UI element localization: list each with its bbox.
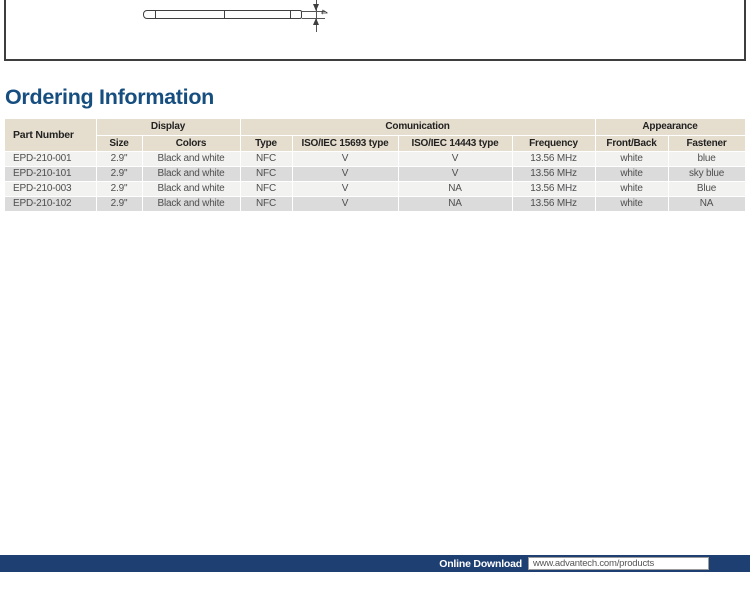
column-header-fastener: Fastener [668,135,745,151]
cell-front-back: white [595,181,668,196]
cell-part-number: EPD-210-001 [5,151,96,166]
cell-colors: Black and white [142,196,240,211]
column-header-frequency: Frequency [512,135,595,151]
cell-type: NFC [240,166,292,181]
ordering-information-table [5,119,745,212]
table-row [5,151,745,166]
download-url-link[interactable]: www.advantech.com/products [533,558,654,569]
cell-part-number: EPD-210-003 [5,181,96,196]
cell-part-number: EPD-210-102 [5,196,96,211]
cell-type: NFC [240,196,292,211]
cell-iso14443: NA [398,181,512,196]
cell-frequency: 13.56 MHz [512,151,595,166]
table-row [5,166,745,181]
column-header-iso14443: ISO/IEC 14443 type [398,135,512,151]
cell-iso14443: V [398,166,512,181]
table-row [5,181,745,196]
cell-type: NFC [240,181,292,196]
mechanical-drawing-panel [4,0,746,61]
group-header-comunication: Comunication [240,119,595,135]
cell-iso15693: V [292,151,398,166]
table-row [5,196,745,211]
dimension-arrow-up-icon [313,18,319,25]
cell-size: 2.9" [96,166,142,181]
cell-fastener: Blue [668,181,745,196]
column-header-iso15693: ISO/IEC 15693 type [292,135,398,151]
cell-size: 2.9" [96,181,142,196]
cell-colors: Black and white [142,151,240,166]
cell-size: 2.9" [96,196,142,211]
download-url-box[interactable] [528,557,709,570]
cell-colors: Black and white [142,166,240,181]
group-header-display: Display [96,119,240,135]
cell-fastener: sky blue [668,166,745,181]
group-header-appearance: Appearance [595,119,745,135]
dimension-value-label: 4 [319,9,329,15]
cell-colors: Black and white [142,181,240,196]
table-subheader-row [5,135,745,151]
cell-fastener: NA [668,196,745,211]
device-segment-line [155,11,156,18]
cell-type: NFC [240,151,292,166]
table-group-header-row [5,119,745,135]
column-header-part-number: Part Number [5,119,96,151]
column-header-size: Size [96,135,142,151]
cell-front-back: white [595,196,668,211]
page-title: Ordering Information [5,85,215,109]
footer-bar [0,555,750,572]
cell-part-number: EPD-210-101 [5,166,96,181]
device-segment-line [224,11,225,18]
cell-frequency: 13.56 MHz [512,196,595,211]
cell-iso14443: V [398,151,512,166]
column-header-front-back: Front/Back [595,135,668,151]
column-header-type: Type [240,135,292,151]
online-download-label: Online Download [439,557,522,570]
cell-iso14443: NA [398,196,512,211]
cell-front-back: white [595,166,668,181]
cell-fastener: blue [668,151,745,166]
device-side-view [143,10,302,19]
cell-iso15693: V [292,196,398,211]
cell-frequency: 13.56 MHz [512,181,595,196]
cell-iso15693: V [292,166,398,181]
cell-size: 2.9" [96,151,142,166]
cell-iso15693: V [292,181,398,196]
column-header-colors: Colors [142,135,240,151]
device-segment-line [290,11,291,18]
cell-front-back: white [595,151,668,166]
cell-frequency: 13.56 MHz [512,166,595,181]
